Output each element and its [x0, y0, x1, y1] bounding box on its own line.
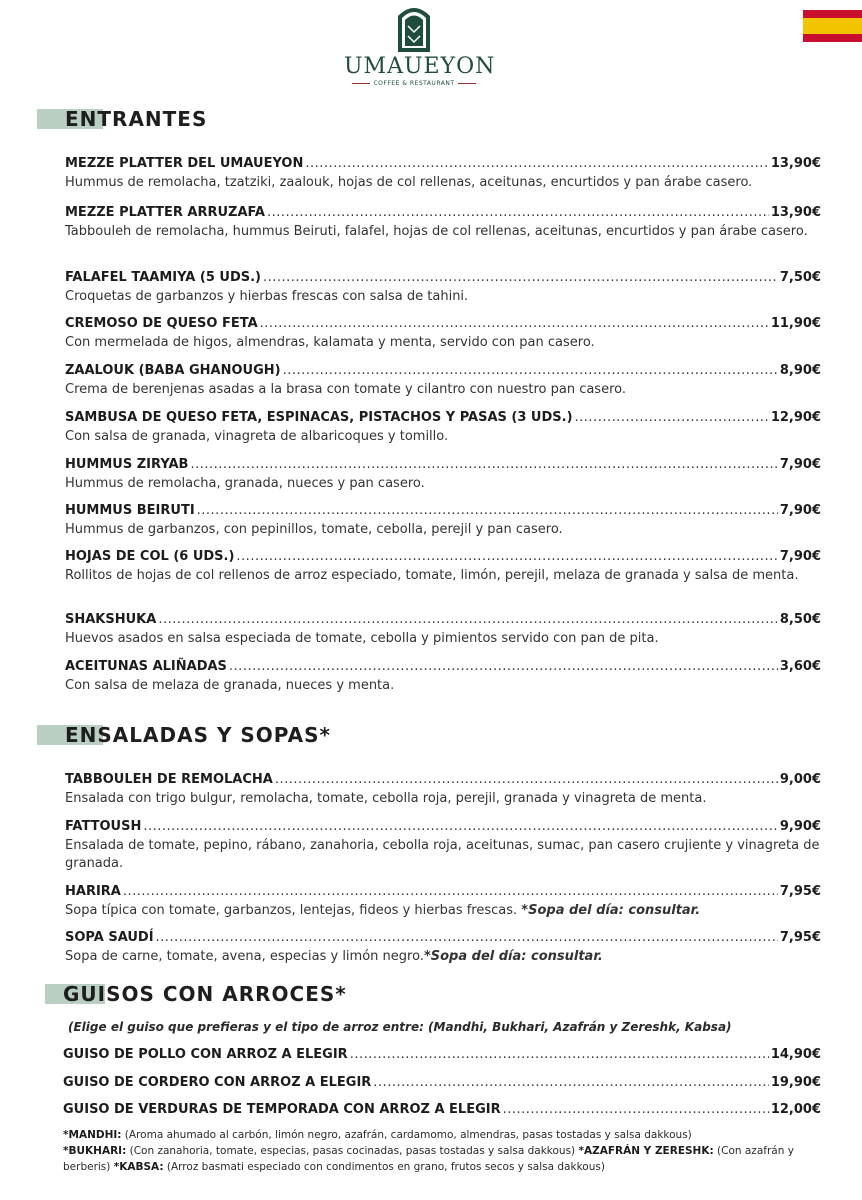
menu-item-price: 11,90€: [770, 316, 821, 331]
menu-item-price: 8,90€: [779, 363, 821, 378]
dot-leader: [373, 1073, 769, 1093]
menu-item-line: [65, 610, 821, 630]
footnote-text: (Con zanahoria, tomate, especias, pasas cocinadas, pasas tostadas y salsa dakkous): [126, 1145, 579, 1157]
dot-leader: [236, 547, 777, 567]
dot-leader: [305, 154, 768, 174]
menu-item-name: MEZZE PLATTER ARRUZAFA: [65, 205, 265, 220]
menu-item-price: 7,95€: [779, 930, 821, 945]
menu-item: [65, 882, 821, 920]
menu-item-price: 7,50€: [779, 270, 821, 285]
dot-leader: [229, 657, 778, 677]
menu-item-name: HARIRA: [65, 884, 121, 899]
menu-item-line: [65, 817, 821, 837]
menu-item-description: [65, 790, 821, 808]
menu-item-name: SHAKSHUKA: [65, 612, 157, 627]
dot-leader: [263, 268, 778, 288]
menu-item-price: 9,00€: [779, 772, 821, 787]
brand-tagline-row: [344, 80, 484, 87]
restaurant-logo: [344, 2, 496, 87]
menu-item-description: [65, 174, 821, 192]
description-text: Sopa de carne, tomate, avena, especias y limón negro.: [65, 949, 424, 964]
menu-item-line: [65, 268, 821, 288]
divider: [458, 83, 476, 84]
dot-leader: [158, 610, 778, 630]
menu-item-line: [65, 501, 821, 521]
description-text: Ensalada de tomate, pepino, rábano, zanahoria, cebolla roja, aceitunas, sumac, pan casero crujiente y vinagreta de granada.: [65, 838, 820, 871]
flag-stripe: [803, 10, 862, 18]
menu-item-price: 12,00€: [770, 1102, 821, 1117]
menu-item-description: [65, 288, 821, 306]
menu-item-description: [65, 223, 821, 241]
menu-item-name: HUMMUS ZIRYAB: [65, 457, 189, 472]
footnote-label: *MANDHI:: [63, 1129, 122, 1141]
menu-item-line: [65, 882, 821, 902]
menu-item-description: [65, 902, 821, 920]
menu-item: [65, 408, 821, 446]
rice-choice-intro: (Elige el guiso que prefieras y el tipo de arroz entre: (Mandhi, Bukhari, Azafrán y Zereshk, Kabsa): [68, 1020, 732, 1034]
section-header-guisos: [45, 982, 365, 1006]
menu-item: [65, 455, 821, 493]
dot-leader: [267, 203, 769, 223]
menu-item: [65, 154, 821, 192]
menu-item-name: SAMBUSA DE QUESO FETA, ESPINACAS, PISTACHOS Y PASAS (3 UDS.): [65, 410, 573, 425]
menu-item-name: GUISO DE VERDURAS DE TEMPORADA CON ARROZ A ELEGIR: [63, 1102, 501, 1117]
brand-name: UMAUEYON: [344, 54, 496, 79]
logo-emblem-icon: [394, 2, 434, 54]
menu-item-line: [63, 1100, 821, 1120]
menu-item: [63, 1045, 821, 1065]
menu-item: [65, 203, 821, 241]
menu-item-line: [65, 657, 821, 677]
description-text: Huevos asados en salsa especiada de tomate, cebolla y pimientos servido con pan de pita.: [65, 631, 659, 646]
section-title: ENSALADAS Y SOPAS*: [65, 723, 331, 747]
menu-item-name: CREMOSO DE QUESO FETA: [65, 316, 258, 331]
menu-item: [65, 817, 821, 873]
menu-item-name: HUMMUS BEIRUTI: [65, 503, 195, 518]
spanish-flag-language-button[interactable]: [803, 10, 862, 42]
menu-item-name: MEZZE PLATTER DEL UMAUEYON: [65, 156, 304, 171]
soup-of-day-note: *Sopa del día: consultar.: [521, 903, 701, 918]
description-text: Croquetas de garbanzos y hierbas frescas con salsa de tahini.: [65, 289, 469, 304]
menu-item-description: [65, 837, 821, 873]
footnote-text: (Con azafrán y berberis): [63, 1145, 794, 1173]
menu-item-price: 9,90€: [779, 819, 821, 834]
menu-item: [65, 268, 821, 306]
divider: [352, 83, 370, 84]
description-text: Con salsa de melaza de granada, nueces y menta.: [65, 678, 395, 693]
menu-item-description: [65, 521, 821, 539]
menu-item-line: [63, 1073, 821, 1093]
menu-item: [63, 1100, 821, 1120]
menu-item-name: HOJAS DE COL (6 UDS.): [65, 549, 235, 564]
dot-leader: [123, 882, 778, 902]
footnote-text: (Arroz basmati especiado con condimentos en grano, frutos secos y salsa dakkous): [163, 1161, 605, 1173]
menu-item-price: 19,90€: [770, 1075, 821, 1090]
menu-item-price: 12,90€: [770, 410, 821, 425]
dot-leader: [283, 361, 778, 381]
section-title: GUISOS CON ARROCES*: [63, 982, 347, 1006]
menu-item-name: FATTOUSH: [65, 819, 142, 834]
dot-leader: [143, 817, 778, 837]
dot-leader: [575, 408, 769, 428]
menu-item: [65, 361, 821, 399]
description-text: Hummus de remolacha, granada, nueces y pan casero.: [65, 476, 425, 491]
menu-item-price: 7,90€: [779, 457, 821, 472]
soup-of-day-note: *Sopa del día: consultar.: [423, 949, 603, 964]
menu-item: [65, 928, 821, 966]
dot-leader: [156, 928, 778, 948]
menu-item-price: 3,60€: [779, 659, 821, 674]
description-text: Con salsa de granada, vinagreta de albaricoques y tomillo.: [65, 429, 449, 444]
menu-item-name: ZAALOUK (BABA GHANOUGH): [65, 363, 281, 378]
description-text: Tabbouleh de remolacha, hummus Beiruti, falafel, hojas de col rellenas, aceitunas, encurtidos y pan árabe casero.: [65, 224, 808, 239]
menu-item-description: [65, 630, 821, 648]
menu-item: [63, 1073, 821, 1093]
rice-footnotes: [63, 1127, 828, 1175]
flag-stripe: [803, 34, 862, 42]
menu-item-description: [65, 334, 821, 352]
menu-item: [65, 610, 821, 648]
menu-item-line: [65, 314, 821, 334]
menu-item: [65, 314, 821, 352]
dot-leader: [503, 1100, 769, 1120]
menu-item-description: [65, 948, 821, 966]
description-text: Hummus de garbanzos, con pepinillos, tomate, cebolla, perejil y pan casero.: [65, 522, 563, 537]
footnote-label: *AZAFRÁN Y ZERESHK:: [578, 1145, 714, 1157]
description-text: Con mermelada de higos, almendras, kalamata y menta, servido con pan casero.: [65, 335, 595, 350]
menu-item-line: [65, 361, 821, 381]
menu-item-description: [65, 381, 821, 399]
menu-item-line: [65, 408, 821, 428]
menu-item-line: [65, 770, 821, 790]
menu-item-price: 7,90€: [779, 503, 821, 518]
menu-item-line: [63, 1045, 821, 1065]
menu-item: [65, 770, 821, 808]
menu-item: [65, 547, 821, 585]
dot-leader: [260, 314, 769, 334]
menu-item-name: SOPA SAUDÍ: [65, 930, 154, 945]
menu-item-description: [65, 677, 821, 695]
menu-item-description: [65, 428, 821, 446]
footnote-label: *BUKHARI:: [63, 1145, 127, 1157]
menu-item-line: [65, 547, 821, 567]
menu-item-line: [65, 928, 821, 948]
section-title: ENTRANTES: [65, 107, 208, 131]
description-text: Crema de berenjenas asadas a la brasa con tomate y cilantro con nuestro pan casero.: [65, 382, 626, 397]
description-text: Hummus de remolacha, tzatziki, zaalouk, hojas de col rellenas, aceitunas, encurtidos y pan árabe casero.: [65, 175, 753, 190]
menu-item-name: GUISO DE POLLO CON ARROZ A ELEGIR: [63, 1047, 348, 1062]
footnote-label: *KABSA:: [113, 1161, 164, 1173]
section-header-entrantes: [37, 107, 237, 131]
menu-item-price: 13,90€: [770, 156, 821, 171]
menu-item-name: GUISO DE CORDERO CON ARROZ A ELEGIR: [63, 1075, 372, 1090]
menu-item: [65, 657, 821, 695]
menu-item-price: 7,90€: [779, 549, 821, 564]
menu-item-line: [65, 203, 821, 223]
menu-item: [65, 501, 821, 539]
menu-item-name: TABBOULEH DE REMOLACHA: [65, 772, 273, 787]
description-text: Sopa típica con tomate, garbanzos, lentejas, fideos y hierbas frescas.: [65, 903, 522, 918]
section-header-ensaladas: [37, 723, 357, 747]
menu-item-description: [65, 475, 821, 493]
menu-item-price: 13,90€: [770, 205, 821, 220]
description-text: Rollitos de hojas de col rellenos de arroz especiado, tomate, limón, perejil, melaza de granada y salsa de menta.: [65, 568, 799, 583]
dot-leader: [197, 501, 778, 521]
description-text: Ensalada con trigo bulgur, remolacha, tomate, cebolla roja, perejil, granada y vinagreta de menta.: [65, 791, 707, 806]
menu-item-name: ACEITUNAS ALIÑADAS: [65, 659, 227, 674]
menu-item-price: 7,95€: [779, 884, 821, 899]
menu-item-price: 14,90€: [770, 1047, 821, 1062]
footnote-text: (Aroma ahumado al carbón, limón negro, azafrán, cardamomo, almendras, pasas tostadas y salsa dakkous): [121, 1129, 692, 1141]
menu-item-description: [65, 567, 821, 585]
dot-leader: [275, 770, 778, 790]
brand-tagline: COFFEE & RESTAURANT: [373, 80, 455, 87]
dot-leader: [190, 455, 777, 475]
menu-item-price: 8,50€: [779, 612, 821, 627]
menu-item-line: [65, 455, 821, 475]
menu-item-line: [65, 154, 821, 174]
dot-leader: [350, 1045, 769, 1065]
menu-item-name: FALAFEL TAAMIYA (5 UDS.): [65, 270, 261, 285]
flag-stripe: [803, 18, 862, 34]
